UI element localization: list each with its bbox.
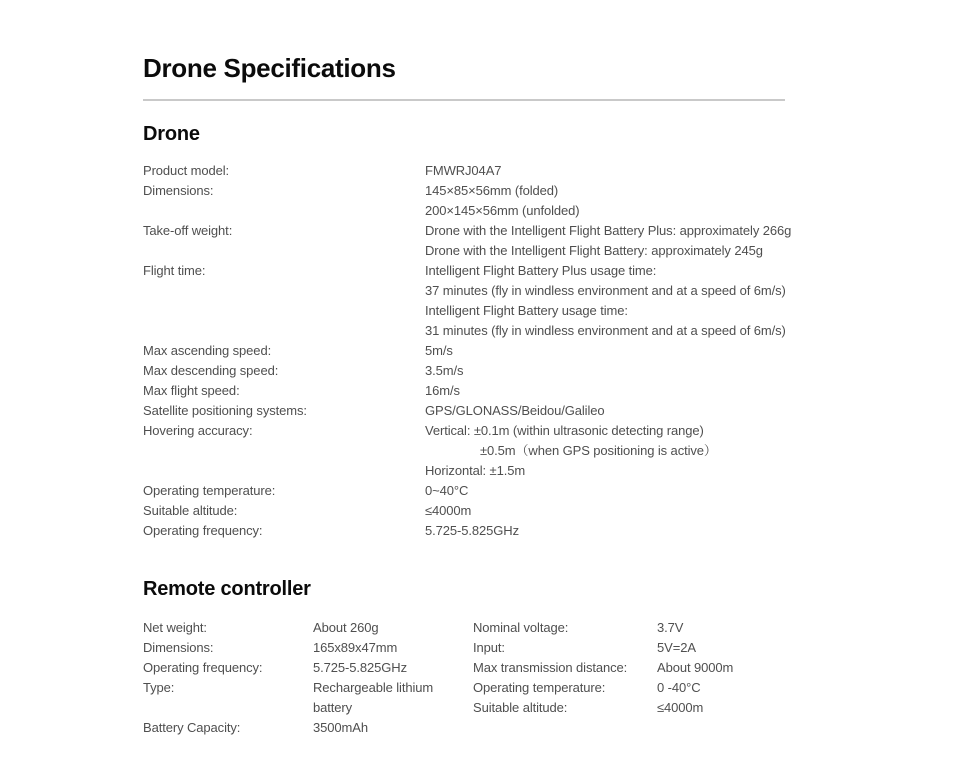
spec-value: ≤4000m [657, 700, 704, 715]
spec-value [425, 481, 920, 501]
spec-value-line: 31 minutes (fly in windless environment and at a speed of 6m/s) [425, 323, 786, 338]
remote-controller-section-heading: Remote controller [143, 578, 311, 600]
spec-label: Suitable altitude: [473, 700, 568, 715]
spec-label: Nominal voltage: [473, 620, 569, 635]
spec-value-line: GPS/GLONASS/Beidou/Galileo [425, 403, 605, 418]
spec-label: Max flight speed: [143, 383, 240, 398]
spec-row [143, 181, 920, 221]
spec-row [143, 341, 920, 361]
spec-value-line: Horizontal: ±1.5m [425, 463, 526, 478]
remote-controller-right-column [473, 618, 920, 738]
spec-label: Input: [473, 640, 505, 655]
title-divider [143, 99, 785, 101]
spec-label: Product model: [143, 163, 230, 178]
spec-row [473, 618, 920, 638]
spec-row [143, 261, 920, 341]
spec-label: Type: [143, 680, 175, 695]
spec-value-line: ≤4000m [425, 503, 472, 518]
spec-row [143, 421, 920, 481]
spec-label: Battery Capacity: [143, 720, 241, 735]
spec-value-line: 200×145×56mm (unfolded) [425, 203, 580, 218]
spec-value: 5V=2A [657, 640, 696, 655]
spec-label: Dimensions: [143, 640, 214, 655]
spec-row [143, 658, 473, 678]
spec-row [143, 678, 473, 718]
remote-controller-spec-table [143, 618, 920, 738]
spec-row [143, 161, 920, 181]
spec-value [425, 521, 920, 541]
spec-value-line: 16m/s [425, 383, 460, 398]
spec-label: Dimensions: [143, 183, 214, 198]
spec-row [143, 501, 920, 521]
spec-row [143, 361, 920, 381]
spec-value [425, 341, 920, 361]
spec-value: 0 -40°C [657, 680, 701, 695]
spec-row [473, 698, 920, 718]
spec-value [425, 421, 920, 481]
remote-controller-left-column [143, 618, 473, 738]
spec-row [143, 618, 473, 638]
spec-row [143, 638, 473, 658]
spec-label: Hovering accuracy: [143, 423, 253, 438]
spec-value: 165x89x47mm [313, 640, 398, 655]
spec-value: 5.725-5.825GHz [313, 660, 407, 675]
spec-value-line: Drone with the Intelligent Flight Battery: approximately 245g [425, 243, 763, 258]
spec-value-line: Intelligent Flight Battery Plus usage time: [425, 263, 657, 278]
spec-value-line: Intelligent Flight Battery usage time: [425, 303, 628, 318]
spec-value: 3.7V [657, 620, 684, 635]
spec-label: Max ascending speed: [143, 343, 272, 358]
spec-row [473, 638, 920, 658]
spec-label: Net weight: [143, 620, 207, 635]
spec-value-line: 0~40°C [425, 483, 469, 498]
spec-label: Flight time: [143, 263, 206, 278]
drone-section-heading: Drone [143, 123, 200, 145]
spec-value [425, 161, 920, 181]
spec-label: Operating temperature: [473, 680, 606, 695]
spec-label: Satellite positioning systems: [143, 403, 307, 418]
spec-row [143, 718, 473, 738]
spec-label: Max transmission distance: [473, 660, 628, 675]
spec-row [143, 221, 920, 261]
spec-value [425, 501, 920, 521]
spec-row [143, 401, 920, 421]
spec-value-line: Drone with the Intelligent Flight Battery Plus: approximately 266g [425, 223, 792, 238]
page-title: Drone Specifications [143, 53, 396, 83]
spec-value-line: 145×85×56mm (folded) [425, 183, 559, 198]
drone-spec-table [143, 161, 920, 541]
spec-value [425, 381, 920, 401]
spec-label: Operating frequency: [143, 660, 263, 675]
spec-value [425, 401, 920, 421]
spec-label: Operating temperature: [143, 483, 276, 498]
spec-value [425, 181, 920, 221]
spec-row [143, 521, 920, 541]
spec-value [425, 361, 920, 381]
spec-label: Take-off weight: [143, 223, 233, 238]
spec-value-line: FMWRJ04A7 [425, 163, 502, 178]
spec-value: Rechargeable lithium battery [313, 680, 434, 715]
spec-value-line: 5.725-5.825GHz [425, 523, 519, 538]
spec-value [425, 221, 920, 261]
spec-label: Max descending speed: [143, 363, 279, 378]
spec-value: About 260g [313, 620, 379, 635]
spec-row [473, 678, 920, 698]
spec-value-line: 37 minutes (fly in windless environment and at a speed of 6m/s) [425, 283, 786, 298]
spec-label: Operating frequency: [143, 523, 263, 538]
spec-row [143, 481, 920, 501]
spec-value: About 9000m [657, 660, 734, 675]
spec-value [425, 261, 920, 341]
spec-row [143, 381, 920, 401]
spec-value-line: 3.5m/s [425, 363, 464, 378]
spec-label: Suitable altitude: [143, 503, 238, 518]
spec-value: 3500mAh [313, 720, 368, 735]
spec-row [473, 658, 920, 678]
spec-value-line: 5m/s [425, 343, 453, 358]
spec-value-line: ±0.5m（when GPS positioning is active） [480, 443, 717, 458]
spec-value-line: Vertical: ±0.1m (within ultrasonic detecting range) [425, 423, 704, 438]
